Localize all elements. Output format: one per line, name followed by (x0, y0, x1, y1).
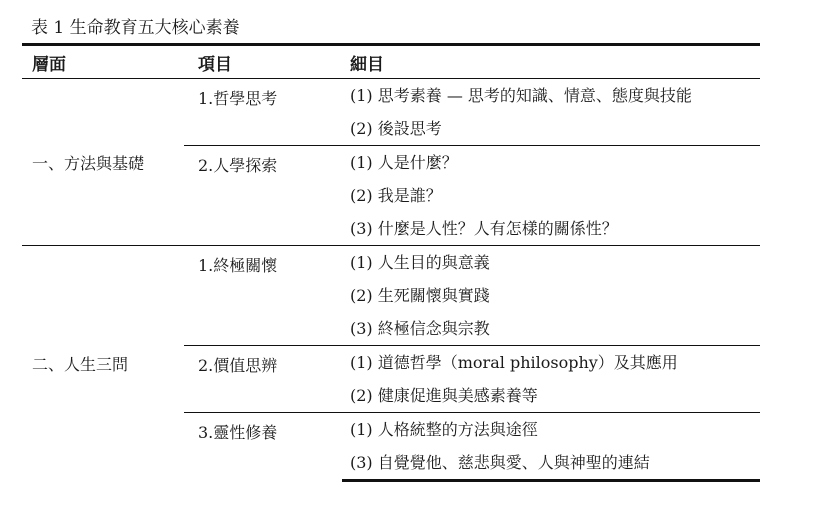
item-cell (184, 79, 342, 146)
header-detail: 細目 (342, 45, 760, 79)
detail-cell: (2) 我是誰？ (350, 186, 442, 205)
detail-cell: (1) 道德哲學（moral philosophy）及其應用 (342, 346, 760, 380)
detail-cell: (1) 人是什麼？ (342, 146, 760, 180)
detail-cell: (2) 健康促進與美感素養等 (350, 386, 538, 405)
header-layer: 層面 (22, 45, 184, 79)
item-label: 2.價值思辨 (198, 356, 278, 375)
detail-cell: (1) 思考素養 — 思考的知識、情意、態度與技能 (342, 79, 760, 113)
detail-cell: (2) 生死關懷與實踐 (350, 286, 490, 305)
detail-cell: (3) 什麼是人性？人有怎樣的關係性？ (350, 219, 618, 238)
layer-cell: 一、方法與基礎 (22, 79, 184, 246)
item-cell (184, 413, 342, 481)
detail-cell: (2) 後設思考 (350, 119, 442, 138)
layer-cell: 二、人生三問 (22, 246, 184, 481)
item-label: 2.人學探索 (198, 156, 278, 175)
detail-cell: (3) 自覺覺他、慈悲與愛、人與神聖的連結 (342, 446, 760, 481)
item-label: 1.終極關懷 (198, 256, 278, 275)
item-cell (184, 346, 342, 413)
detail-cell: (3) 終極信念與宗教 (350, 319, 490, 338)
item-cell (184, 146, 342, 246)
table-caption: 表 1 生命教育五大核心素養 (31, 18, 240, 38)
detail-cell: (1) 人生目的與意義 (342, 246, 760, 280)
table-header-row (22, 45, 760, 79)
detail-cell: (1) 人格統整的方法與途徑 (342, 413, 760, 447)
item-cell (184, 246, 342, 346)
table-row (22, 246, 760, 280)
item-label: 1.哲學思考 (198, 89, 278, 108)
header-item: 項目 (184, 45, 342, 79)
core-competencies-table (22, 43, 760, 482)
item-label: 3.靈性修養 (198, 423, 278, 442)
table-row (22, 79, 760, 113)
